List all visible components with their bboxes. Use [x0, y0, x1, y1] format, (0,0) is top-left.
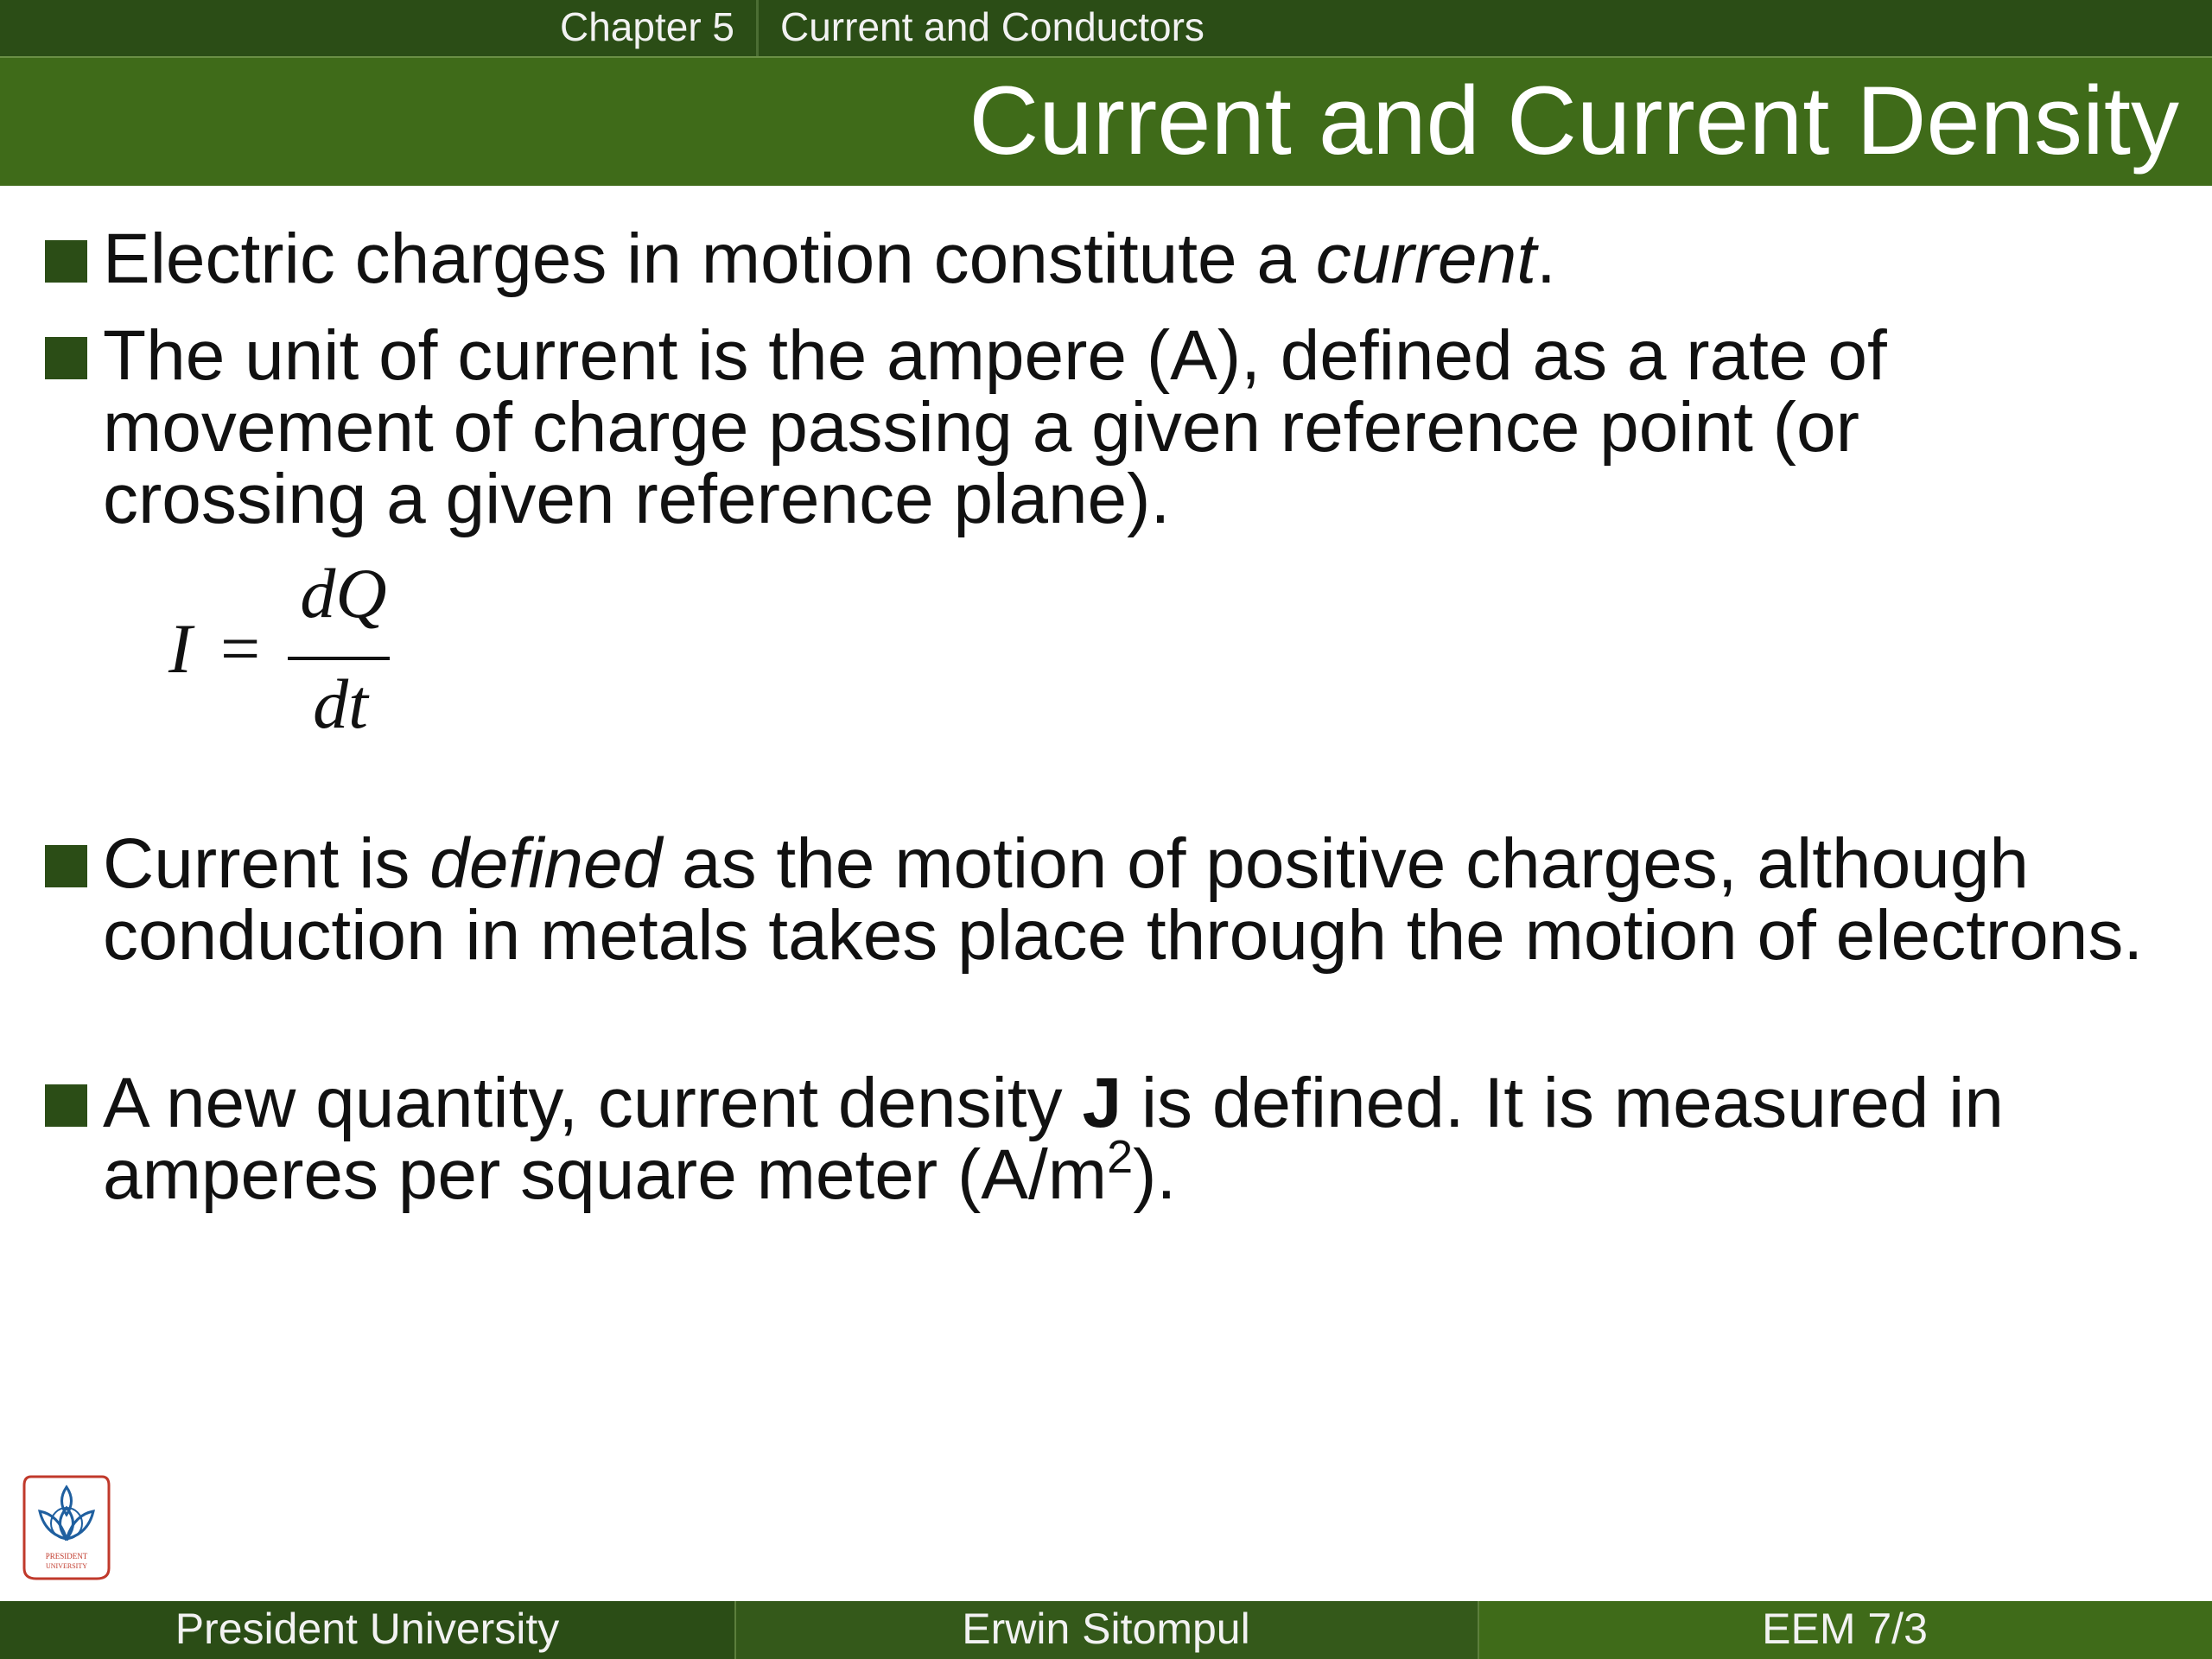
svg-text:UNIVERSITY: UNIVERSITY: [46, 1562, 87, 1570]
bullet-square-icon: [45, 1084, 87, 1127]
bullet-square-icon: [45, 240, 87, 283]
header-strip: [0, 0, 2212, 56]
footer-divider: [734, 1601, 736, 1659]
bullet-text: The unit of current is the ampere (A), defined as a rate of movement of charge passing a given reference point (or crossing a given reference plane).: [103, 316, 1887, 538]
bullet-text: Current is defined as the motion of positive charges, although conduction in metals takes place through the motion of electrons.: [103, 824, 2144, 975]
title-bar: [0, 56, 2212, 186]
header-divider: [756, 0, 759, 56]
footer: [0, 1601, 2212, 1659]
bullet-text: A new quantity, current density J is defined. It is measured in amperes per square meter $(A/m^2)$.: [103, 1064, 2005, 1214]
slide-title: Current and Current Density: [969, 67, 2179, 175]
footer-institution: President University: [0, 1601, 734, 1659]
fraction-bar: [288, 657, 390, 660]
bullet-square-icon: [45, 845, 87, 887]
footer-page-number: EEM 7/3: [1478, 1601, 2212, 1659]
university-logo-icon: [19, 1471, 114, 1584]
svg-text:PRESIDENT: PRESIDENT: [45, 1552, 88, 1560]
bullet-square-icon: [45, 337, 87, 379]
equation-numerator: dQ: [300, 554, 387, 632]
footer-divider: [1478, 1601, 1479, 1659]
footer-author: Erwin Sitompul: [734, 1601, 1478, 1659]
section-label: Current and Conductors: [780, 4, 1205, 49]
equation-denominator: dt: [313, 664, 368, 743]
equation-equals: =: [220, 609, 261, 688]
chapter-label: Chapter 5: [559, 4, 734, 49]
bullet-text: Electric charges in motion constitute a current.: [103, 219, 1556, 298]
equation-lhs: I: [168, 609, 193, 688]
